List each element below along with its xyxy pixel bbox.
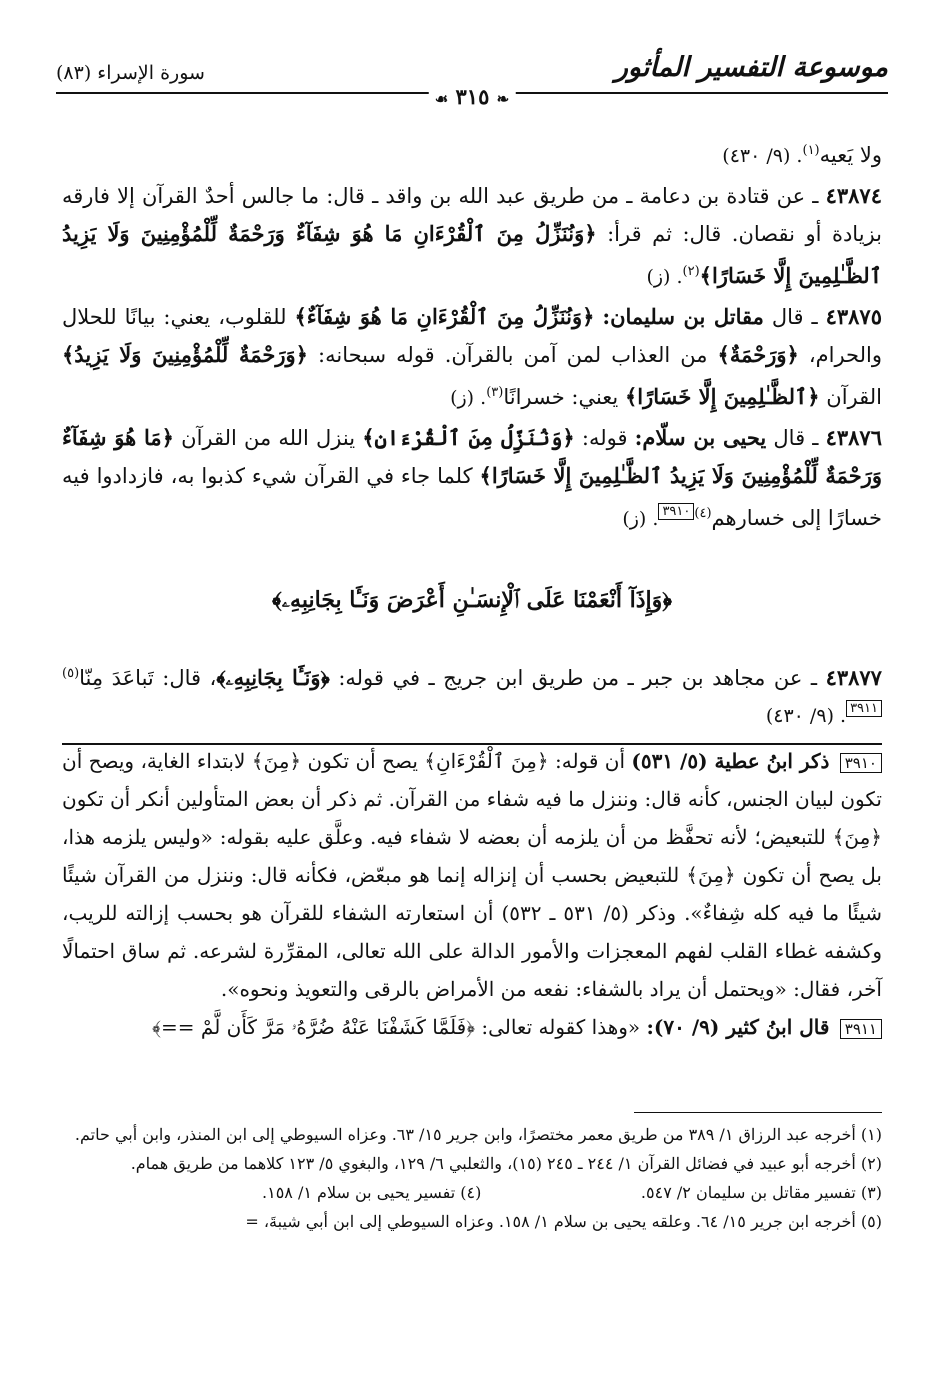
book-title: موسوعة التفسير المأثور <box>614 52 888 83</box>
page-number <box>429 84 516 109</box>
hadith-number: ٤٣٨٧٧ <box>825 665 882 690</box>
commentary-marker: ٣٩١١ <box>846 700 882 717</box>
narrator-name: يحيى بن سلّام: <box>634 425 767 450</box>
volume-reference: . (ز) <box>646 266 683 288</box>
ornament-icon: ☙ <box>434 90 449 108</box>
footnote: (٣) تفسير مقاتل بن سليمان ٢/ ٥٤٧. <box>640 1183 882 1202</box>
running-header <box>56 50 888 109</box>
footnote-marker: (٤) <box>694 506 712 521</box>
quran-quote: ﴿وَنُنَزِّلُ مِنَ ٱلْقُرْءَانِ مَا هُوَ شِفَآءٌ﴾ <box>294 304 595 329</box>
hadith-text: ـ عن قتادة بن دعامة ـ من طريق عبد الله بن واقد ـ قال: ما جالس أحدٌ القرآن إلا فارقه بزيادة أو نقصان. قال: ثم قرأ: <box>62 184 882 246</box>
quran-quote: ﴿وَرَحْمَةٌ لِّلْمُؤْمِنِينَ وَلَا يَزِيدُ﴾ <box>62 342 308 367</box>
commentary-note <box>62 1008 882 1046</box>
commentary-lead: قال ابنُ كثير (٩/ ٧٠): <box>646 1015 830 1039</box>
quran-quote: ﴿ٱلظَّـٰلِمِينَ إِلَّا خَسَارًا﴾ <box>624 384 820 409</box>
commentary-marker: ٣٩١٠ <box>658 503 694 520</box>
hadith-text: ـ عن مجاهد بن جبر ـ من طريق ابن جريج ـ في قوله: <box>338 666 818 690</box>
hadith-section <box>62 132 882 755</box>
footnote-marker: (١) <box>802 143 820 158</box>
footnote: (٢) أخرجه أبو عبيد في فضائل القرآن ١/ ٢٤٤ ـ ٢٤٥ (١٥)، والثعلبي ٦/ ١٢٩، والبغوي ٥/ ١٢٣ كلاهما من طريق همام. <box>130 1154 882 1173</box>
footnote-marker: (٣) <box>486 385 504 400</box>
quran-quote: ﴿وَنُنَزِّلُ مِنَ ٱلْقُرْءَانِ﴾ <box>362 425 575 450</box>
hadith-entry <box>62 177 882 296</box>
volume-reference: . (ز) <box>450 387 487 409</box>
ornament-icon: ❧ <box>496 90 510 108</box>
footnote: (١) أخرجه عبد الرزاق ١/ ٣٨٩ من طريق معمر مختصرًا، وابن جرير ١٥/ ٦٣. وعزاه السيوطي إلى ابن المنذر، وابن أبي حاتم. <box>74 1125 882 1144</box>
commentary-text: أن قوله: ﴿مِنَ ٱلْقُرْءَانِ﴾ يصح أن تكون ﴿مِنَ﴾ لابتداء الغاية، ويصح أن تكون لبيان الجنس، كأنه قال: وننزل ما فيه شفاء من القرآن. ثم ذكر أن بعض المتأولين أنكر أن تكون ﴿مِنَ﴾ للتبعيض؛ لأنه تحفَّظ من أن يلزمه أن بعضه لا شفاء فيه. وعلَّق عليه بقوله: «وليس يلزمه هذا، بل يصح أن تكون ﴿مِنَ﴾ للتبعيض بحسب أن إنزاله إنما هو مبعّض، فكأنه قال: وننزل من القرآن شيئًا شيئًا ما فيه كله شِفاءٌ». وذكر (٥/ ٥٣١ ـ ٥٣٢) أن استعارته الشفاء للقرآن هو بحسب إزالته للريب، وكشفه غطاء القلب لفهم المعجزات والأمور الدالة على الله تعالى، المقرِّرة لشرعه. ثم ساق احتمالًا آخر، فقال: «ويحتمل أن يراد بالشفاء: نفعه من الأمراض بالرقى والتعويذ ونحوه». <box>62 749 882 1001</box>
page-number-value: ٣١٥ <box>455 84 490 109</box>
footnote-rule <box>634 1112 882 1113</box>
quran-quote: ﴿وَنَـَٔا بِجَانِبِهِۦ﴾ <box>216 665 330 690</box>
hadith-number: ٤٣٨٧٤ <box>825 183 882 208</box>
footnote-marker: (٥) <box>62 666 80 681</box>
commentary-note <box>62 742 882 1008</box>
commentary-number: ٣٩١١ <box>840 1019 882 1039</box>
hadith-number: ٤٣٨٧٦ <box>825 425 882 450</box>
quran-quote: ﴿وَرَحْمَةٌ﴾ <box>717 342 799 367</box>
volume-reference: . (٩/ ٤٣٠) <box>722 145 803 167</box>
narrator-name: مقاتل بن سليمان: <box>602 304 764 329</box>
quran-quote: ﴿وَنُنَزِّلُ مِنَ ٱلْقُرْءَانِ مَا هُوَ شِفَآءٌ وَرَحْمَةٌ لِّلْمُؤْمِنِينَ وَلَا يَزِيدُ ٱلظَّـٰلِمِينَ إِلَّا خَسَارًا﴾ <box>62 221 882 288</box>
continuation-line: ولا يَعيه$^{(١)}$. (٩/ ٤٣٠) <box>722 143 882 167</box>
footnote: (٤) تفسير يحيى بن سلام ١/ ١٥٨. <box>262 1183 482 1202</box>
footnote-marker: (٢) <box>682 264 700 279</box>
footnotes <box>62 1120 882 1236</box>
volume-reference: . (٩/ ٤٣٠) <box>765 705 847 727</box>
hadith-entry: ٤٣٨٧٧ ـ عن مجاهد بن جبر ـ من طريق ابن جريج ـ في قوله: ﴿وَنَـَٔا بِجَانِبِهِۦ﴾، قال: تَباعَدَ مِنّا$^{(٥)}$٣٩١١. (٩/ ٤٣٠) <box>62 665 882 727</box>
verse-heading: ﴿وَإِذَآ أَنْعَمْنَا عَلَى ٱلْإِنسَـٰنِ أَعْرَضَ وَنَـَٔا بِجَانِبِهِۦ﴾ <box>271 587 673 613</box>
footnote: (٥) أخرجه ابن جرير ١٥/ ٦٤. وعلقه يحيى بن سلام ١/ ١٥٨. وعزاه السيوطي إلى ابن أبي شيبةَ، = <box>245 1212 882 1231</box>
quran-quote: ﴿مَا هُوَ شِفَآءٌ وَرَحْمَةٌ لِّلْمُؤْمِنِينَ وَلَا يَزِيدُ ٱلظَّـٰلِمِينَ إِلَّا خَسَارًا﴾ <box>62 425 882 488</box>
volume-reference: . (ز) <box>622 508 659 530</box>
hadith-entry: ٤٣٨٧٦ ـ قال يحيى بن سلّام: قوله: ﴿وَنُنَزِّلُ مِنَ ٱلْقُرْءَانِ﴾ ينزل الله من القرآن ﴿مَا هُوَ شِفَآءٌ وَرَحْمَةٌ لِّلْمُؤْمِنِينَ وَلَا يَزِيدُ ٱلظَّـٰلِمِينَ إِلَّا خَسَارًا﴾ كلما جاء في القرآن شيء كذبوا به، فازدادوا فيه خسارًا إلى خسارهم$^{(٤)}$٣٩١٠. (ز) <box>62 425 882 530</box>
hadith-number: ٤٣٨٧٥ <box>825 304 882 329</box>
commentary-number: ٣٩١٠ <box>840 753 882 773</box>
footnote-row <box>62 1178 882 1207</box>
commentary-lead: ذكر ابنُ عطية (٥/ ٥٣١) <box>631 749 830 773</box>
commentary-text: «وهذا كقوله تعالى: ﴿فَلَمَّا كَشَفْنَا عَنْهُ ضُرَّهُۥ مَرَّ كَأَن لَّمْ ==﴾ <box>152 1015 641 1039</box>
hadith-entry: ٤٣٨٧٥ ـ قال مقاتل بن سليمان: ﴿وَنُنَزِّلُ مِنَ ٱلْقُرْءَانِ مَا هُوَ شِفَآءٌ﴾ للقلوب، يعني: بيانًا للحلال والحرام، ﴿وَرَحْمَةٌ﴾ من العذاب لمن آمن بالقرآن. قوله سبحانه: ﴿وَرَحْمَةٌ لِّلْمُؤْمِنِينَ وَلَا يَزِيدُ﴾ القرآن ﴿ٱلظَّـٰلِمِينَ إِلَّا خَسَارًا﴾ يعني: خسرانًا$^{(٣)}$. (ز) <box>62 304 882 409</box>
commentary-section <box>62 742 882 1046</box>
sura-title: سورة الإسراء (٨٣) <box>56 62 205 84</box>
